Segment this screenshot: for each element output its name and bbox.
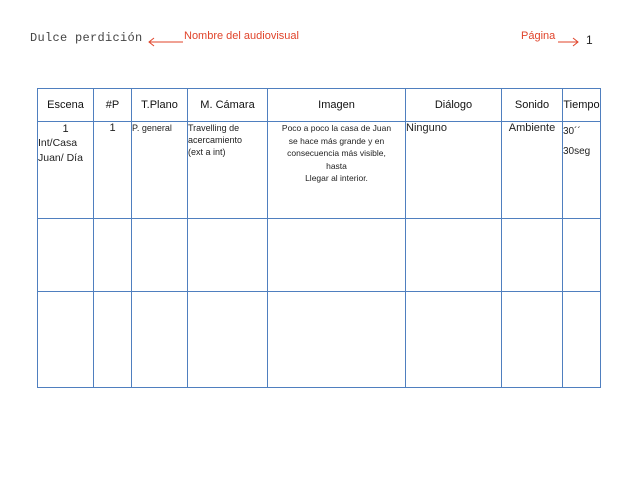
tiempo-line: 30seg <box>563 146 591 157</box>
cell-escena <box>38 122 94 219</box>
cell-plano-num <box>94 122 132 219</box>
sonido-value: Ambiente <box>508 122 556 134</box>
table-row-empty <box>38 292 601 388</box>
col-header-sonido: Sonido <box>502 89 563 122</box>
imagen-line: se hace más grande y en <box>288 135 385 146</box>
empty-cell <box>406 219 502 292</box>
col-header-tipo-plano: T.Plano <box>132 89 188 122</box>
camara-line: Travelling de <box>188 123 240 133</box>
storyboard-table <box>37 88 601 388</box>
table-header-row <box>38 89 601 122</box>
cell-movimiento-camara <box>188 122 268 219</box>
camara-line: (ext a int) <box>188 147 226 157</box>
empty-cell <box>502 219 563 292</box>
imagen-line: consecuencia más visible, <box>287 148 386 158</box>
tiempo-line: 30´´ <box>563 126 581 137</box>
audiovisual-title: Dulce perdición <box>30 31 143 45</box>
table-row-empty <box>38 219 601 292</box>
tipo-plano-value: P. general <box>132 123 172 133</box>
empty-cell <box>94 292 132 388</box>
empty-cell <box>563 219 601 292</box>
empty-cell <box>502 292 563 388</box>
empty-cell <box>188 292 268 388</box>
page-number: 1 <box>586 33 593 47</box>
cell-tipo-plano <box>132 122 188 219</box>
imagen-line: hasta <box>326 160 347 171</box>
empty-cell <box>38 219 94 292</box>
col-header-plano-num: #P <box>94 89 132 122</box>
col-header-imagen: Imagen <box>268 89 406 122</box>
audiovisual-name-label: Nombre del audiovisual <box>184 30 299 42</box>
empty-cell <box>132 219 188 292</box>
empty-cell <box>38 292 94 388</box>
camara-line: acercamiento <box>188 135 243 145</box>
dialogo-value: Ninguno <box>406 122 447 134</box>
empty-cell <box>563 292 601 388</box>
empty-cell <box>94 219 132 292</box>
col-header-escena: Escena <box>38 89 94 122</box>
cell-imagen <box>268 122 406 219</box>
col-header-tiempo: Tiempo <box>563 89 601 122</box>
imagen-line: Llegar al interior. <box>305 173 368 183</box>
col-header-dialogo: Diálogo <box>406 89 502 122</box>
escena-detail: Juan/ Día <box>38 152 83 164</box>
imagen-line: Poco a poco la casa de Juan <box>281 123 392 133</box>
empty-cell <box>188 219 268 292</box>
page-label: Página <box>521 30 556 42</box>
cell-tiempo <box>563 122 601 219</box>
col-header-movimiento-camara: M. Cámara <box>188 89 268 122</box>
escena-location: Int/Casa <box>38 137 78 149</box>
empty-cell <box>132 292 188 388</box>
plano-number: 1 <box>109 122 116 134</box>
cell-sonido <box>502 122 563 219</box>
empty-cell <box>268 219 406 292</box>
table-row <box>38 122 601 219</box>
empty-cell <box>268 292 406 388</box>
escena-number: 1 <box>62 123 69 135</box>
cell-dialogo <box>406 122 502 219</box>
empty-cell <box>406 292 502 388</box>
